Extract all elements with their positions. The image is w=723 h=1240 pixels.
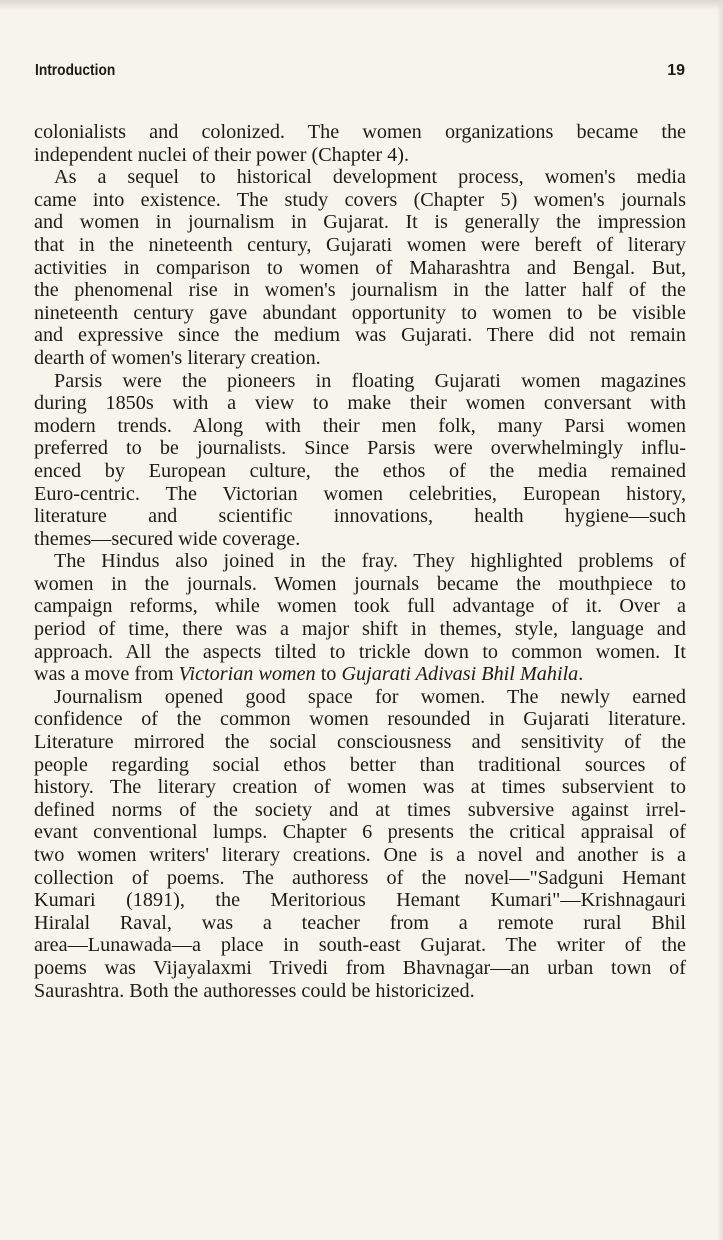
text-line: activities in comparison to women of Maharashtra and Bengal. But, — [34, 256, 686, 279]
text-line: that in the nineteenth century, Gujarati women were bereft of literary — [34, 233, 686, 256]
chapter-title: Introduction — [35, 62, 116, 79]
text-line: themes—secured wide coverage. — [34, 527, 301, 550]
text-line: Parsis were the pioneers in floating Gujarati women magazines — [54, 369, 686, 392]
text-line: Euro-centric. The Victorian women celebrities, European history, — [34, 482, 686, 505]
text-line: the phenomenal rise in women's journalism in the latter half of the — [34, 279, 686, 302]
text-line: confidence of the common women resounded in Gujarati literature. — [34, 708, 686, 731]
text-line: approach. All the aspects tilted to trickle down to common women. It — [34, 640, 686, 663]
text-line: Saurashtra. Both the authoresses could be historicized. — [34, 979, 475, 1002]
text-line — [34, 663, 686, 686]
text-line: history. The literary creation of women was at times subservient to — [34, 776, 686, 799]
running-header — [35, 62, 685, 86]
text-line: collection of poems. The authoress of the novel—"Sadguni Hemant — [34, 866, 686, 889]
paragraph-4 — [34, 550, 686, 686]
text-line: period of time, there was a major shift in themes, style, language and — [34, 618, 686, 641]
text-line: Hiralal Raval, was a teacher from a remote rural Bhil — [34, 911, 686, 934]
text-line: Journalism opened good space for women. The newly earned — [54, 685, 686, 708]
text-line: poems was Vijayalaxmi Trivedi from Bhavnagar—an urban town of — [34, 956, 686, 979]
text-line: and women in journalism in Gujarat. It is generally the impression — [34, 211, 686, 234]
paragraph-3 — [34, 370, 686, 551]
text-line: campaign reforms, while women took full advantage of it. Over a — [34, 595, 686, 618]
text-line: colonialists and colonized. The women organizations became the — [34, 121, 686, 143]
text-line: The Hindus also joined in the fray. They highlighted problems of — [54, 550, 686, 573]
text-line: women in the journals. Women journals became the mouthpiece to — [34, 572, 686, 595]
italic-term: Victorian women — [178, 663, 316, 686]
text-line: and expressive since the medium was Gujarati. There did not remain — [34, 324, 686, 347]
scan-shadow-top — [0, 0, 723, 10]
text-line: during 1850s with a view to make their women conversant with — [34, 392, 686, 415]
text-line: dearth of women's literary creation. — [34, 346, 321, 369]
text-fragment: was a move from — [34, 663, 179, 686]
text-fragment: . — [578, 663, 584, 686]
page-number: 19 — [667, 62, 685, 79]
italic-term: Gujarati Adivasi Bhil Mahila — [341, 663, 579, 686]
paragraph-1 — [34, 121, 686, 166]
text-line: preferred to be journalists. Since Parsis were overwhelmingly influ- — [34, 437, 686, 460]
text-line: independent nuclei of their power (Chapter 4). — [34, 143, 410, 166]
text-line: As a sequel to historical development process, women's media — [54, 166, 686, 189]
text-line: enced by European culture, the ethos of the media remained — [34, 459, 686, 482]
text-line: area—Lunawada—a place in south-east Gujarat. The writer of the — [34, 934, 686, 957]
text-line: Kumari (1891), the Meritorious Hemant Kumari"—Krishnagauri — [34, 889, 686, 912]
text-line: nineteenth century gave abundant opportunity to women to be visible — [34, 301, 686, 324]
text-line: literature and scientific innovations, health hygiene—such — [34, 505, 686, 528]
text-line: people regarding social ethos better than traditional sources of — [34, 753, 686, 776]
text-line: two women writers' literary creations. One is a novel and another is a — [34, 844, 686, 866]
text-fragment: to — [315, 663, 342, 686]
text-line: came into existence. The study covers (Chapter 5) women's journals — [34, 188, 686, 211]
paragraph-5 — [34, 686, 686, 1002]
text-line: evant conventional lumps. Chapter 6 presents the critical appraisal of — [34, 821, 686, 844]
text-line: modern trends. Along with their men folk, many Parsi women — [34, 414, 686, 437]
text-line: defined norms of the society and at times subversive against irrel- — [34, 798, 686, 821]
text-line: Literature mirrored the social consciousness and sensitivity of the — [34, 731, 686, 754]
body-text — [34, 121, 686, 1002]
scan-shadow-right — [717, 0, 723, 1240]
paragraph-2 — [34, 166, 686, 369]
